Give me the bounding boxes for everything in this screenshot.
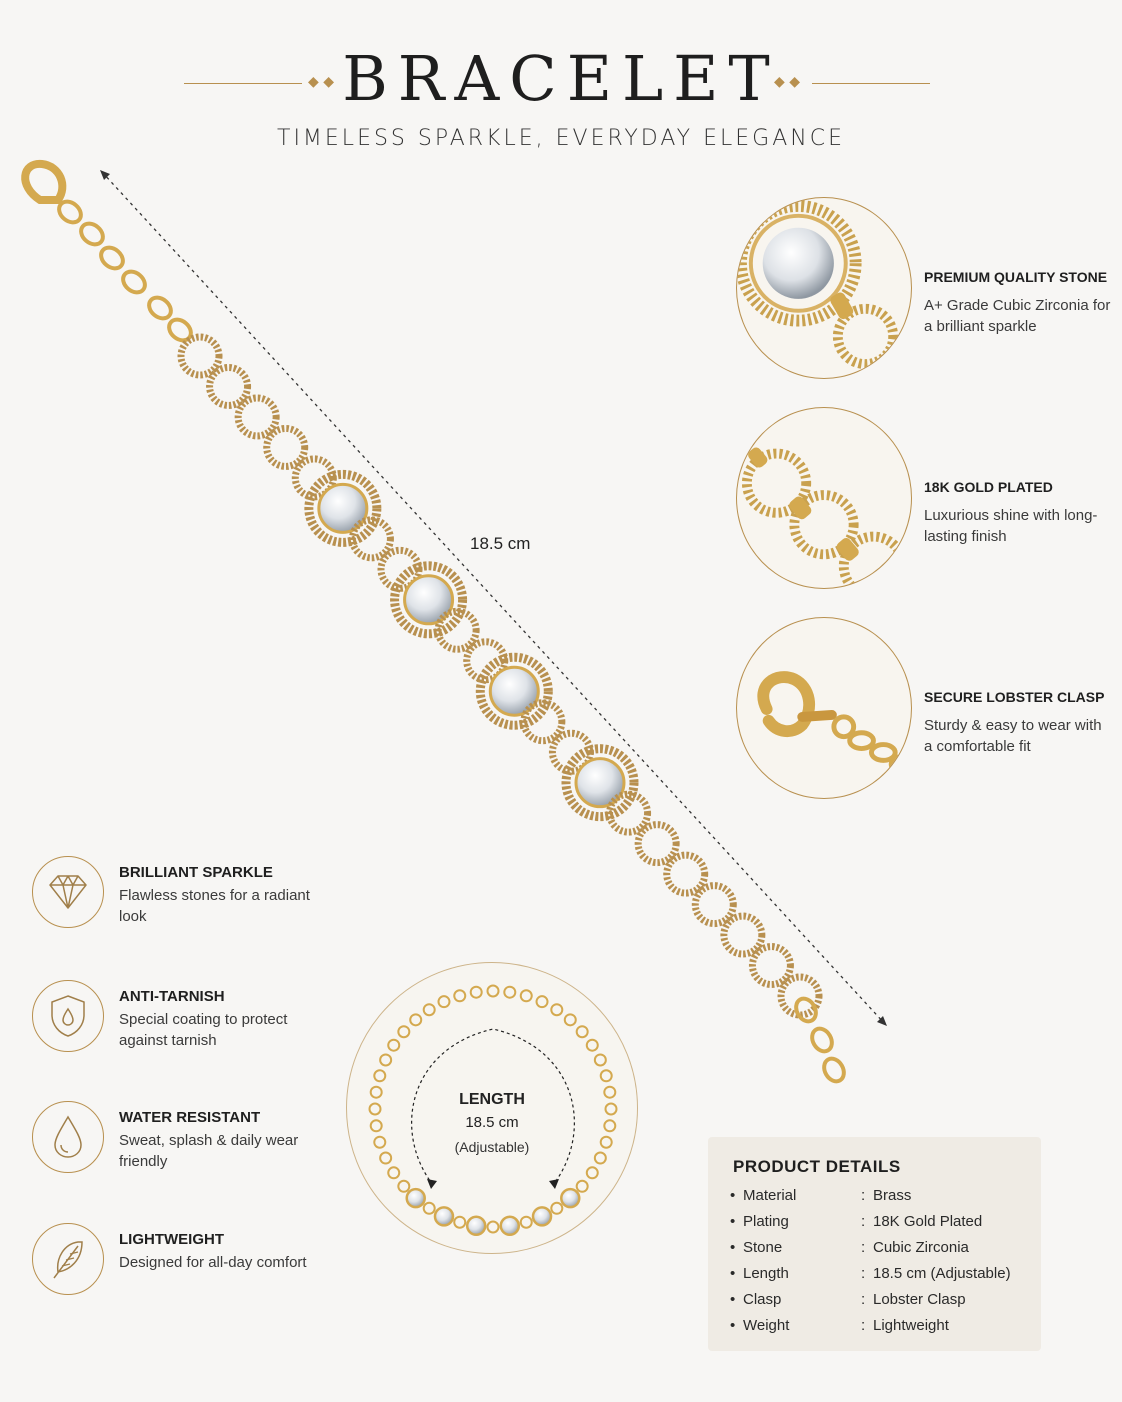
water-drop-icon: [32, 1101, 104, 1173]
chain-link: [77, 219, 107, 248]
row-value: 18.5 cm (Adjustable): [873, 1265, 1011, 1282]
length-badge-note: (Adjustable): [454, 1139, 530, 1155]
title-ornament-left: ◆ ◆: [308, 74, 334, 90]
chain-link: [145, 293, 175, 322]
pave-ring: [667, 855, 705, 893]
detail-row-length: • Length : 18.5 cm (Adjustable): [730, 1265, 1011, 1282]
badge-link: [410, 1014, 421, 1025]
detail-premium-stone: [736, 197, 1122, 381]
badge-link: [504, 987, 515, 998]
detail-gold-plated: [736, 407, 1122, 591]
detail-desc: A+ Grade Cubic Zirconia for a brilliant sparkle: [924, 297, 1111, 335]
detail-lobster-clasp: [736, 617, 1122, 801]
feature-title: ANTI-TARNISH: [119, 988, 225, 1005]
row-value: Cubic Zirconia: [873, 1239, 969, 1256]
pave-ring: [181, 337, 219, 375]
pave-ring: [210, 367, 248, 405]
feature-desc: Special coating to protect against tarnish: [119, 1011, 288, 1049]
pave-ring: [781, 977, 819, 1015]
detail-row-stone: • Stone : Cubic Zirconia: [730, 1239, 969, 1256]
badge-link: [424, 1203, 435, 1214]
badge-link: [601, 1070, 612, 1081]
badge-link: [454, 1217, 465, 1228]
badge-stone: [435, 1207, 453, 1225]
badge-link: [577, 1181, 588, 1192]
pave-ring: [267, 428, 305, 466]
feature-brilliant-sparkle: [32, 856, 332, 936]
badge-link: [521, 1217, 532, 1228]
chain-closeup-image: [736, 407, 912, 589]
pave-ring: [724, 916, 762, 954]
product-details-panel: [708, 1137, 1041, 1351]
badge-link: [454, 990, 465, 1001]
feature-title: BRILLIANT SPARKLE: [119, 864, 273, 881]
cz-stone: [576, 759, 624, 807]
badge-link: [488, 986, 499, 997]
badge-link: [551, 1004, 562, 1015]
badge-link: [388, 1167, 399, 1178]
feather-icon: [32, 1223, 104, 1295]
feature-title: WATER RESISTANT: [119, 1109, 261, 1126]
row-label: Weight: [743, 1317, 790, 1334]
badge-link: [424, 1004, 435, 1015]
badge-link: [577, 1026, 588, 1037]
clasp-closeup-image: [736, 617, 912, 799]
cz-stone: [405, 576, 453, 624]
detail-row-plating: • Plating : 18K Gold Plated: [730, 1213, 983, 1230]
badge-stone: [407, 1189, 425, 1207]
badge-link: [587, 1167, 598, 1178]
detail-row-weight: • Weight : Lightweight: [730, 1317, 949, 1334]
bracelet-chain: [25, 164, 848, 1085]
detail-desc: Sturdy & easy to wear with a comfortable fit: [924, 717, 1102, 755]
badge-stone: [533, 1207, 551, 1225]
length-badge: [346, 962, 638, 1254]
length-badge-bracelet: [347, 963, 639, 1255]
chain-link: [119, 267, 149, 296]
badge-link: [587, 1040, 598, 1051]
row-label: Stone: [743, 1239, 783, 1256]
diamond-icon: [32, 856, 104, 928]
row-value: 18K Gold Plated: [873, 1213, 983, 1230]
row-label: Length: [743, 1265, 789, 1282]
row-value: Lightweight: [873, 1317, 949, 1334]
badge-link: [537, 996, 548, 1007]
badge-link: [398, 1181, 409, 1192]
badge-link: [595, 1054, 606, 1065]
badge-link: [374, 1070, 385, 1081]
row-label: Clasp: [743, 1291, 782, 1308]
badge-link: [488, 1222, 499, 1233]
pave-ring: [638, 825, 676, 863]
pave-ring: [695, 886, 733, 924]
feature-anti-tarnish: [32, 980, 332, 1060]
badge-link: [380, 1054, 391, 1065]
shield-drop-icon: [32, 980, 104, 1052]
title-rule-right: [812, 83, 930, 84]
feature-desc: Sweat, splash & daily wear friendly: [119, 1132, 299, 1170]
title-ornament-right: ◆ ◆: [774, 74, 800, 90]
feature-desc: Flawless stones for a radiant look: [119, 887, 310, 925]
chain-link: [820, 1055, 848, 1085]
detail-desc: Luxurious shine with long-lasting finish: [924, 507, 1098, 545]
chain-link: [97, 243, 127, 272]
pave-ring: [238, 398, 276, 436]
pave-ring: [752, 947, 790, 985]
badge-link: [398, 1026, 409, 1037]
feature-water-resistant: [32, 1101, 332, 1181]
badge-link: [565, 1014, 576, 1025]
feature-desc: Designed for all-day comfort: [119, 1254, 307, 1271]
cz-stone: [319, 484, 367, 532]
chain-link: [808, 1025, 836, 1055]
detail-row-clasp: • Clasp : Lobster Clasp: [730, 1291, 966, 1308]
stone-closeup-image: [736, 197, 912, 379]
length-measurement-label: 18.5 cm: [470, 534, 531, 553]
page-title: BRACELET: [342, 42, 780, 115]
badge-stone: [501, 1217, 519, 1235]
badge-link: [521, 990, 532, 1001]
detail-title: SECURE LOBSTER CLASP: [924, 689, 1105, 705]
chain-link: [792, 995, 820, 1025]
badge-stone: [467, 1217, 485, 1235]
badge-stone: [561, 1189, 579, 1207]
length-badge-label: LENGTH: [459, 1091, 525, 1108]
detail-title: PREMIUM QUALITY STONE: [924, 269, 1108, 285]
badge-link: [551, 1203, 562, 1214]
detail-row-material: • Material : Brass: [730, 1187, 912, 1204]
length-badge-value: 18.5 cm: [465, 1114, 519, 1131]
lobster-clasp: [25, 164, 62, 200]
row-value: Brass: [873, 1187, 912, 1204]
product-details-title: PRODUCT DETAILS: [733, 1157, 901, 1176]
row-value: Lobster Clasp: [873, 1291, 966, 1308]
page-subtitle: TIMELESS SPARKLE, EVERYDAY ELEGANCE: [277, 126, 845, 151]
detail-title: 18K GOLD PLATED: [924, 479, 1053, 495]
row-label: Material: [743, 1187, 797, 1204]
feature-title: LIGHTWEIGHT: [119, 1231, 224, 1248]
row-label: Plating: [743, 1213, 789, 1230]
cz-stone: [490, 667, 538, 715]
badge-link: [471, 987, 482, 998]
feature-lightweight: [32, 1223, 332, 1303]
badge-link: [388, 1040, 399, 1051]
measurement-arrow-end: [877, 1016, 887, 1026]
badge-link: [438, 996, 449, 1007]
